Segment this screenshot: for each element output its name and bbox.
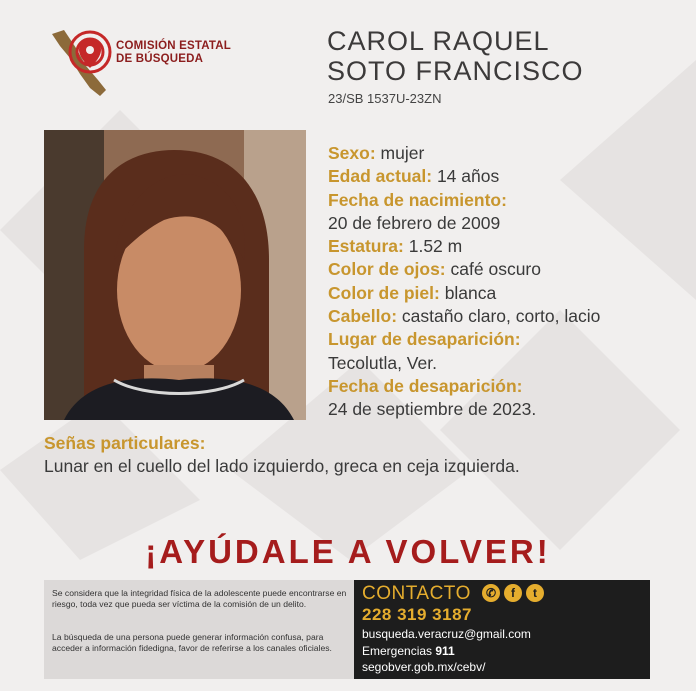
lugar-value: Tecolutla, Ver.: [328, 352, 437, 373]
ojos-row: [328, 258, 688, 281]
fecha-label: Fecha de desaparición:: [328, 375, 523, 396]
ojos-value: café oscuro: [450, 259, 541, 280]
senas-label: Señas particulares:: [44, 433, 206, 453]
cabello-value: castaño claro, corto, lacio: [401, 306, 601, 327]
name-line2: SOTO FRANCISCO: [327, 56, 584, 86]
fecha-label-row: [328, 375, 688, 398]
contact-title: CONTACTO: [362, 583, 471, 604]
logo-line2: DE BÚSQUEDA: [116, 53, 204, 65]
person-name: [327, 26, 584, 86]
contact-phone[interactable]: 228 319 3187: [362, 605, 472, 624]
disclaimer-box: [44, 580, 354, 679]
nacimiento-label-row: [328, 189, 688, 212]
emergency-label: Emergencias: [362, 644, 433, 658]
emergency-number[interactable]: 911: [435, 644, 455, 658]
nacimiento-value: 20 de febrero de 2009: [328, 212, 501, 233]
contact-icons: [482, 584, 544, 602]
nacimiento-label: Fecha de nacimiento:: [328, 189, 507, 210]
disclaimer-p1: Se considera que la integridad física de la adolescente puede encontrarse en riesgo, toda vez que pueda ser víctima de la comisión de un delito.: [52, 588, 347, 609]
facebook-icon[interactable]: f: [504, 584, 522, 602]
ojos-label: Color de ojos:: [328, 259, 446, 280]
lugar-label: Lugar de desaparición:: [328, 329, 521, 350]
lugar-value-row: [328, 352, 688, 375]
sexo-row: [328, 142, 688, 165]
contact-emergency: [362, 644, 455, 658]
lugar-label-row: [328, 328, 688, 351]
details-list: [328, 142, 688, 422]
disclaimer-p2: La búsqueda de una persona puede generar información confusa, para acceder a información fidedigna, favor de referirse a los canales oficiales.: [52, 632, 332, 653]
edad-label: Edad actual:: [328, 166, 433, 187]
fecha-value: 24 de septiembre de 2023.: [328, 399, 537, 420]
piel-row: [328, 282, 688, 305]
logo-line1: COMISIÓN ESTATAL: [116, 40, 231, 52]
twitter-icon[interactable]: t: [526, 584, 544, 602]
nacimiento-value-row: [328, 212, 688, 235]
piel-value: blanca: [444, 282, 497, 303]
estatura-row: [328, 235, 688, 258]
estatura-value: 1.52 m: [408, 236, 463, 257]
slogan: ¡AYÚDALE A VOLVER!: [145, 533, 551, 570]
piel-label: Color de piel:: [328, 282, 440, 303]
phone-icon[interactable]: ✆: [482, 584, 500, 602]
name-line1: CAROL RAQUEL: [327, 26, 550, 56]
person-photo: [44, 130, 306, 420]
cabello-label: Cabello:: [328, 306, 398, 327]
edad-row: [328, 165, 688, 188]
estatura-label: Estatura:: [328, 236, 404, 257]
senas-value: Lunar en el cuello del lado izquierdo, greca en ceja izquierda.: [44, 456, 520, 476]
fecha-value-row: [328, 398, 688, 421]
contact-web[interactable]: segobver.gob.mx/cebv/: [362, 660, 486, 674]
edad-value: 14 años: [436, 166, 500, 187]
senas-particulares: [44, 432, 520, 478]
folio: 23/SB 1537U-23ZN: [328, 91, 442, 106]
contact-box: [354, 580, 650, 679]
cabello-row: [328, 305, 688, 328]
sexo-value: mujer: [380, 143, 425, 163]
sexo-label: Sexo:: [328, 143, 376, 163]
contact-email[interactable]: busqueda.veracruz@gmail.com: [362, 627, 531, 641]
